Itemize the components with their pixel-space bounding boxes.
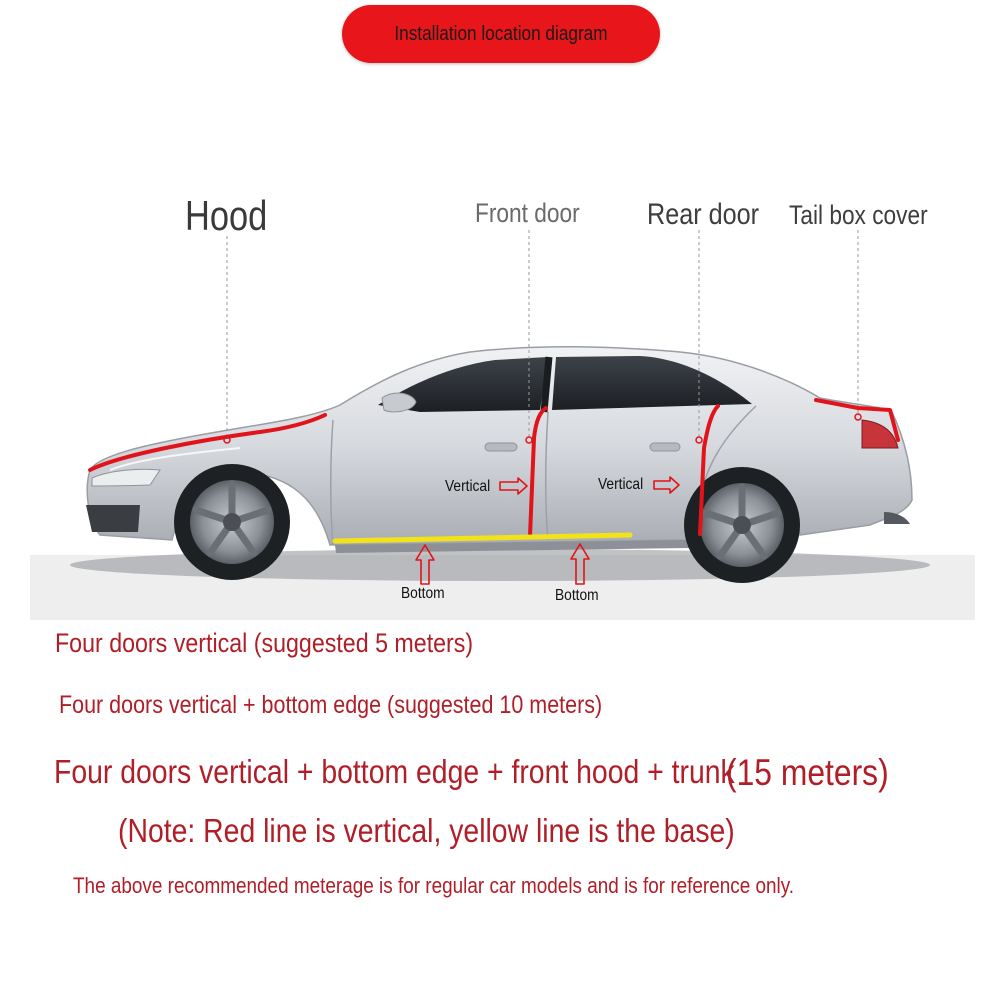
- tail-box-cover-label: Tail box cover: [789, 200, 928, 230]
- option-3-text: Four doors vertical + bottom edge + front hood + trunk: [54, 753, 735, 790]
- option-1-text: Four doors vertical (suggested 5 meters): [55, 628, 474, 658]
- front-door-label: Front door: [475, 198, 580, 228]
- rear-door-handle: [650, 443, 680, 451]
- option-2-text: Four doors vertical + bottom edge (suggested 10 meters): [59, 691, 603, 719]
- diagram-title: Installation location diagram: [394, 22, 608, 45]
- front-wheel: [174, 464, 290, 580]
- b-pillar: [544, 357, 549, 412]
- disclaimer-text: The above recommended meterage is for regular car models and is for reference only.: [73, 873, 795, 898]
- color-note: (Note: Red line is vertical, yellow line is the base): [118, 812, 735, 849]
- front-door-handle: [485, 443, 517, 451]
- bottom-label-rear: Bottom: [555, 587, 599, 604]
- vertical-label-front: Vertical: [445, 478, 491, 495]
- option-3-length: (15 meters): [726, 752, 889, 793]
- vertical-label-rear: Vertical: [598, 476, 644, 493]
- front-grille: [86, 505, 140, 532]
- bottom-label-front: Bottom: [401, 585, 445, 602]
- hood-label: Hood: [185, 192, 268, 239]
- rear-door-label: Rear door: [647, 198, 760, 231]
